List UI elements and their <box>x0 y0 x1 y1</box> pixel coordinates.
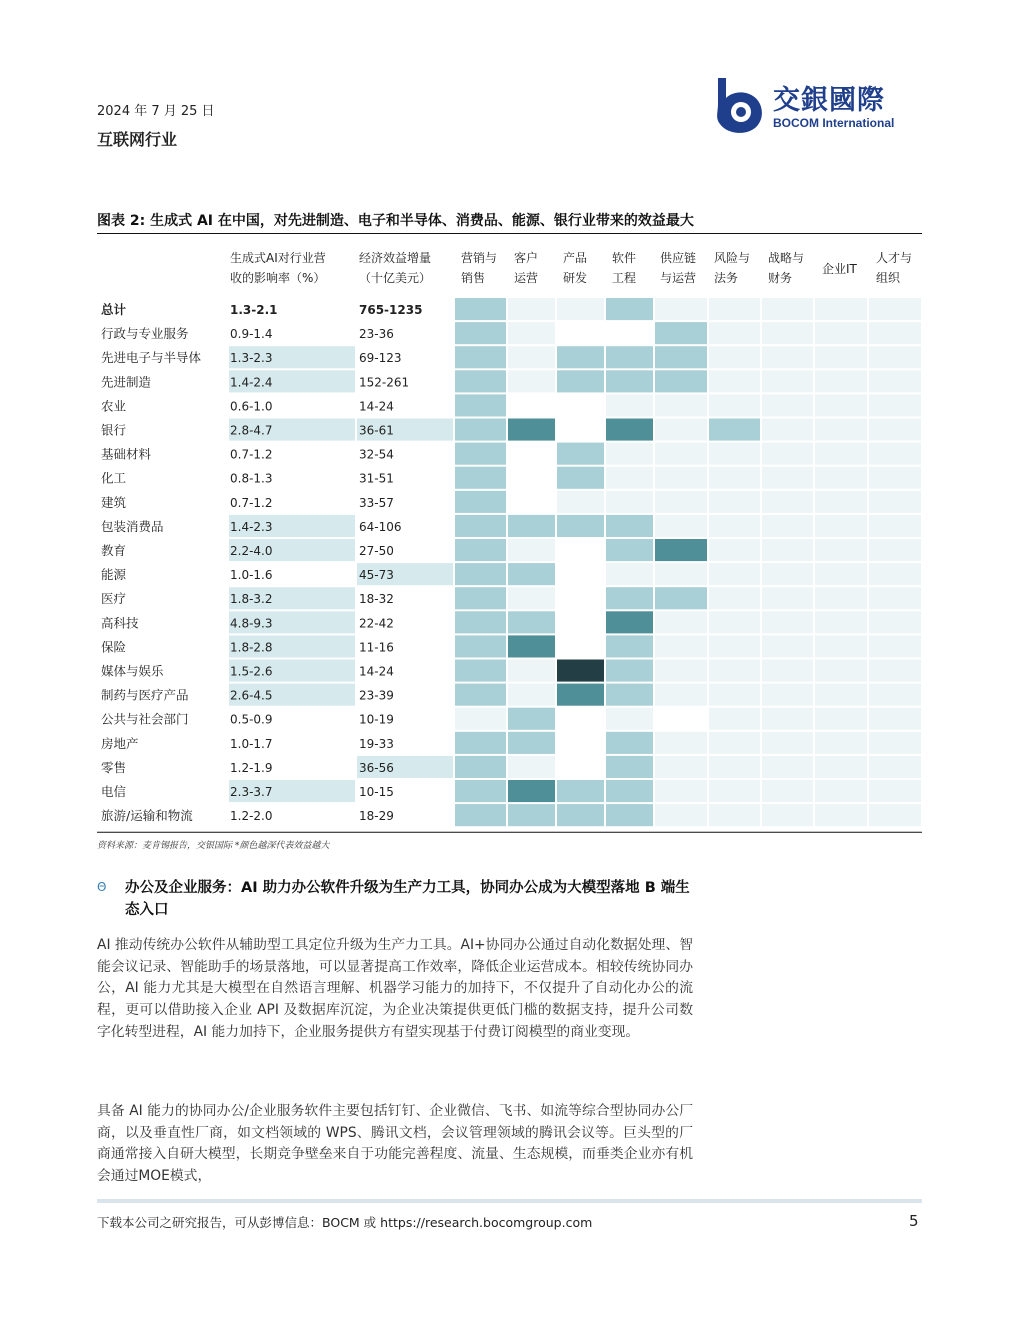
heat-cell <box>655 732 707 754</box>
column-header-2: 营销与 <box>461 251 498 265</box>
heat-cell <box>557 491 604 513</box>
heat-cell <box>709 491 760 513</box>
heat-cell <box>508 346 555 368</box>
value-range: 10-15 <box>359 785 394 799</box>
heat-cell <box>557 467 604 489</box>
footer-text: 下载本公司之研究报告，可从彭博信息：BOCM 或 https://research.bocomgroup.com <box>97 1215 593 1230</box>
heat-cell <box>508 419 555 441</box>
value-range: 36-56 <box>359 760 394 775</box>
heat-cell <box>508 587 555 609</box>
heat-cell <box>508 563 555 585</box>
heat-cell <box>606 563 653 585</box>
heat-cell <box>455 322 506 344</box>
heat-cell <box>709 732 760 754</box>
heat-cell <box>606 660 653 682</box>
heat-cell <box>606 539 653 561</box>
heat-cell <box>762 443 813 465</box>
column-header-5: 软件 <box>612 251 637 265</box>
heat-cell <box>508 635 555 657</box>
heat-cell <box>606 756 653 778</box>
report-date: 2024 年 7 月 25 日 <box>97 104 215 119</box>
heat-cell <box>655 611 707 633</box>
heat-cell <box>508 708 555 730</box>
heat-cell <box>815 443 867 465</box>
heat-cell <box>709 684 760 706</box>
value-range: 23-39 <box>359 688 394 703</box>
value-range: 33-57 <box>359 495 394 510</box>
column-header-10: 人才与 <box>876 251 913 265</box>
heat-cell <box>508 660 555 682</box>
heat-cell <box>606 587 653 609</box>
row-label: 行政与专业服务 <box>101 326 189 342</box>
heat-cell <box>606 346 653 368</box>
heat-cell <box>655 515 707 537</box>
row-label: 先进制造 <box>101 374 152 390</box>
heat-cell <box>709 611 760 633</box>
heat-cell <box>455 394 506 416</box>
impact-value: 0.9-1.4 <box>230 327 273 342</box>
heat-cell <box>606 708 653 730</box>
heat-cell <box>455 708 506 730</box>
impact-value: 1.0-1.7 <box>230 736 273 751</box>
heat-cell <box>655 394 707 416</box>
column-header-6: 与运营 <box>660 271 697 285</box>
heat-cell <box>762 660 813 682</box>
heat-cell <box>709 298 760 320</box>
value-range: 18-29 <box>359 809 394 824</box>
heat-cell <box>869 587 921 609</box>
heat-cell <box>557 660 604 682</box>
heat-cell <box>709 419 760 441</box>
row-label: 化工 <box>101 470 127 486</box>
heat-cell <box>869 467 921 489</box>
heat-cell <box>557 298 604 320</box>
heat-cell <box>455 756 506 778</box>
heat-cell <box>709 780 760 802</box>
heat-cell <box>508 611 555 633</box>
impact-value: 1.2-2.0 <box>230 809 273 824</box>
column-header-10: 组织 <box>876 271 901 285</box>
heat-cell <box>655 467 707 489</box>
figure-source: 资料来源：麦肯锡报告，交银国际 *颜色越深代表效益越大 <box>97 841 330 851</box>
heat-cell <box>455 443 506 465</box>
heat-cell <box>709 635 760 657</box>
impact-value: 0.8-1.3 <box>230 471 273 486</box>
column-header-0: 收的影响率（%） <box>230 271 326 285</box>
paragraph-1: AI 推动传统办公软件从辅助型工具定位升级为生产力工具。AI+协同办公通过自动化数据处理、智能会议记录、智能助手的场景落地，可以显著提高工作效率，降低企业运营成本。相较传统协同办公，AI 能力尤其是大模型在自然语言理解、机器学习能力的加持下，不仅提升了自动化办公的流程，更可以借助接入企业 API 及数据库沉淀，为企业决策提供更低门槛的数据支持，提升公司数字化转型进程，AI 能力加持下，企业服务提供方有望实现基于付费订阅模型的商业变现。 <box>97 937 693 1040</box>
heat-cell <box>655 322 707 344</box>
column-header-2: 销售 <box>461 271 486 285</box>
heat-cell <box>655 587 707 609</box>
heat-cell <box>508 298 555 320</box>
heat-cell <box>762 684 813 706</box>
column-header-4: 产品 <box>563 251 588 265</box>
value-range: 27-50 <box>359 544 394 558</box>
paragraph-2: 具备 AI 能力的协同办公/企业服务软件主要包括钉钉、企业微信、飞书、如流等综合型协同办公厂商，以及垂直性厂商，如文档领域的 WPS、腾讯文档，会议管理领域的腾讯会议等。巨头型的厂商通常接入自研大模型，长期竞争壁垒来自于功能完善程度、流量、生态规模，而垂类企业亦有机会通过MOE模式， <box>97 1103 693 1185</box>
figure-title: 图表 2: 生成式 AI 在中国，对先进制造、电子和半导体、消费品、能源、银行业带来的效益最大 <box>97 208 922 234</box>
heat-cell <box>557 515 604 537</box>
heat-cell <box>709 322 760 344</box>
row-label: 医疗 <box>101 591 127 607</box>
impact-value: 0.7-1.2 <box>230 495 273 510</box>
row-label: 建筑 <box>101 494 127 510</box>
heat-cell <box>709 467 760 489</box>
heat-cell <box>606 635 653 657</box>
heat-cell <box>557 370 604 392</box>
row-label: 零售 <box>101 759 127 775</box>
heat-cell <box>762 346 813 368</box>
page-number: 5 <box>909 1212 919 1230</box>
heat-cell <box>655 756 707 778</box>
impact-value: 1.8-2.8 <box>230 640 273 655</box>
heat-cell <box>655 635 707 657</box>
heat-cell <box>655 804 707 826</box>
heat-cell <box>455 660 506 682</box>
heat-cell <box>869 635 921 657</box>
logo-text-en: BOCOM International <box>773 116 895 130</box>
heat-cell <box>869 491 921 513</box>
heat-cell <box>557 684 604 706</box>
heat-cell <box>815 539 867 561</box>
heat-cell <box>815 322 867 344</box>
column-header-4: 研发 <box>563 271 588 285</box>
heat-cell <box>655 660 707 682</box>
heat-cell <box>508 370 555 392</box>
row-label: 总计 <box>101 302 127 317</box>
heat-cell <box>869 370 921 392</box>
column-header-0: 生成式AI对行业营 <box>230 251 326 265</box>
heat-cell <box>709 515 760 537</box>
heat-cell <box>762 635 813 657</box>
heat-cell <box>455 298 506 320</box>
heat-cell <box>455 780 506 802</box>
heat-cell <box>815 708 867 730</box>
section-title: 办公及企业服务：AI 助力办公软件升级为生产力工具，协同办公成为大模型落地 B 端生态入口 <box>125 880 690 918</box>
heat-cell <box>815 611 867 633</box>
heat-cell <box>606 298 653 320</box>
row-label: 银行 <box>101 422 127 438</box>
heat-cell <box>606 491 653 513</box>
heat-cell <box>762 756 813 778</box>
heat-cell <box>869 563 921 585</box>
heat-cell <box>762 322 813 344</box>
column-header-3: 客户 <box>514 251 539 265</box>
impact-value: 1.4-2.4 <box>230 375 273 390</box>
heat-cell <box>815 635 867 657</box>
impact-value: 1.3-2.3 <box>230 351 273 366</box>
heat-cell <box>655 419 707 441</box>
heat-cell <box>869 394 921 416</box>
heat-cell <box>869 684 921 706</box>
row-label: 媒体与娱乐 <box>101 663 164 679</box>
heat-cell <box>508 756 555 778</box>
heat-cell <box>455 539 506 561</box>
heat-cell <box>606 780 653 802</box>
heat-cell <box>869 732 921 754</box>
heat-cell <box>557 780 604 802</box>
heat-cell <box>606 804 653 826</box>
heat-cell <box>557 443 604 465</box>
heat-cell <box>606 370 653 392</box>
heat-cell <box>455 467 506 489</box>
heat-cell <box>762 732 813 754</box>
heat-cell <box>869 515 921 537</box>
heat-cell <box>869 419 921 441</box>
heat-cell <box>815 756 867 778</box>
heat-cell <box>762 298 813 320</box>
heat-cell <box>815 419 867 441</box>
column-header-8: 战略与 <box>768 251 805 265</box>
heat-cell <box>869 443 921 465</box>
impact-value: 0.7-1.2 <box>230 447 273 462</box>
impact-value: 1.5-2.6 <box>230 664 273 679</box>
impact-value: 2.6-4.5 <box>230 688 273 703</box>
heat-cell <box>455 419 506 441</box>
heat-cell <box>815 346 867 368</box>
heat-cell <box>815 370 867 392</box>
heat-cell <box>655 491 707 513</box>
heat-cell <box>606 684 653 706</box>
heat-cell <box>762 467 813 489</box>
impact-value: 0.6-1.0 <box>230 399 273 414</box>
heat-cell <box>557 346 604 368</box>
value-range: 64-106 <box>359 519 402 534</box>
impact-value: 1.3-2.1 <box>230 303 278 317</box>
row-label: 能源 <box>101 567 127 583</box>
heat-cell <box>455 563 506 585</box>
heat-cell <box>869 298 921 320</box>
heat-cell <box>709 804 760 826</box>
heat-cell <box>709 660 760 682</box>
row-label: 保险 <box>101 639 127 655</box>
heat-cell <box>815 587 867 609</box>
value-range: 765-1235 <box>359 303 423 317</box>
value-range: 14-24 <box>359 399 394 414</box>
impact-value: 1.2-1.9 <box>230 760 273 775</box>
heat-cell <box>869 780 921 802</box>
heat-cell <box>508 804 555 826</box>
value-range: 32-54 <box>359 447 394 462</box>
heat-cell <box>815 394 867 416</box>
row-label: 电信 <box>101 784 127 799</box>
row-label: 基础材料 <box>101 446 152 462</box>
row-label: 旅游/运输和物流 <box>101 808 193 824</box>
industry-title: 互联网行业 <box>97 130 178 149</box>
heat-cell <box>762 587 813 609</box>
heat-cell <box>508 684 555 706</box>
heat-cell <box>762 515 813 537</box>
impact-value: 0.5-0.9 <box>230 712 273 727</box>
heat-cell <box>869 322 921 344</box>
column-header-7: 法务 <box>714 271 739 285</box>
row-label: 农业 <box>101 398 127 414</box>
heat-cell <box>762 708 813 730</box>
heat-cell <box>557 804 604 826</box>
heat-cell <box>869 756 921 778</box>
heat-cell <box>455 684 506 706</box>
heat-cell <box>709 443 760 465</box>
row-label: 高科技 <box>101 615 139 631</box>
row-label: 包装消费品 <box>101 518 164 534</box>
heat-cell <box>709 539 760 561</box>
value-range: 31-51 <box>359 471 394 486</box>
heat-cell <box>606 443 653 465</box>
heat-cell <box>762 491 813 513</box>
heat-cell <box>869 804 921 826</box>
heat-cell <box>455 804 506 826</box>
heat-cell <box>709 370 760 392</box>
value-range: 69-123 <box>359 351 402 366</box>
heat-cell <box>606 732 653 754</box>
heat-cell <box>655 563 707 585</box>
value-range: 152-261 <box>359 375 410 390</box>
heat-cell <box>709 563 760 585</box>
heat-cell <box>762 804 813 826</box>
heat-cell <box>455 732 506 754</box>
impact-value: 1.4-2.3 <box>230 519 273 534</box>
impact-value: 1.0-1.6 <box>230 568 273 583</box>
heat-cell <box>815 515 867 537</box>
column-header-3: 运营 <box>514 271 539 285</box>
heat-cell <box>606 394 653 416</box>
value-range: 18-32 <box>359 592 394 607</box>
impact-value: 4.8-9.3 <box>230 616 273 631</box>
heat-cell <box>709 394 760 416</box>
value-range: 23-36 <box>359 327 394 342</box>
heat-cell <box>606 515 653 537</box>
value-range: 45-73 <box>359 568 394 583</box>
value-range: 10-19 <box>359 712 394 727</box>
heat-cell <box>655 780 707 802</box>
column-header-9: 企业IT <box>822 262 857 276</box>
heat-cell <box>455 491 506 513</box>
heat-cell <box>455 587 506 609</box>
heat-cell <box>508 780 555 802</box>
column-header-6: 供应链 <box>660 251 697 265</box>
row-label: 先进电子与半导体 <box>101 350 202 366</box>
heat-cell <box>762 394 813 416</box>
heat-cell <box>655 346 707 368</box>
column-header-1: （十亿美元） <box>359 271 432 285</box>
heat-cell <box>815 684 867 706</box>
heat-cell <box>606 467 653 489</box>
row-label: 制药与医疗产品 <box>101 687 189 703</box>
heat-cell <box>508 539 555 561</box>
heat-cell <box>815 298 867 320</box>
heat-cell <box>869 346 921 368</box>
heat-cell <box>815 804 867 826</box>
value-range: 19-33 <box>359 736 394 751</box>
impact-value: 2.3-3.7 <box>230 785 273 799</box>
row-label: 房地产 <box>101 735 139 751</box>
column-header-5: 工程 <box>612 271 637 285</box>
heat-cell <box>508 732 555 754</box>
heat-cell <box>815 467 867 489</box>
heat-cell <box>455 611 506 633</box>
impact-value: 2.2-4.0 <box>230 544 273 558</box>
heat-cell <box>455 515 506 537</box>
heat-cell <box>762 780 813 802</box>
heat-cell <box>815 563 867 585</box>
heat-cell <box>815 660 867 682</box>
heat-cell <box>455 346 506 368</box>
heat-cell <box>655 443 707 465</box>
value-range: 36-61 <box>359 423 394 438</box>
heat-cell <box>709 346 760 368</box>
heat-cell <box>709 587 760 609</box>
heat-cell <box>869 708 921 730</box>
row-label: 教育 <box>101 543 127 558</box>
heat-cell <box>709 756 760 778</box>
value-range: 11-16 <box>359 640 394 655</box>
heat-cell <box>869 539 921 561</box>
heat-cell <box>655 684 707 706</box>
heat-cell <box>455 635 506 657</box>
footer-divider <box>97 1199 922 1203</box>
heat-cell <box>508 515 555 537</box>
value-range: 22-42 <box>359 616 394 631</box>
heat-cell <box>655 539 707 561</box>
bullet-icon: Θ <box>97 880 107 894</box>
heat-cell <box>655 370 707 392</box>
heat-cell <box>869 660 921 682</box>
heat-cell <box>762 563 813 585</box>
heat-cell <box>709 708 760 730</box>
logo-text-cn: 交銀國際 <box>773 85 885 116</box>
heat-cell <box>762 370 813 392</box>
heat-cell <box>606 611 653 633</box>
heat-cell <box>762 539 813 561</box>
heat-cell <box>455 370 506 392</box>
heat-cell <box>655 298 707 320</box>
heat-cell <box>508 322 555 344</box>
heat-cell <box>815 491 867 513</box>
column-header-1: 经济效益增量 <box>359 251 432 265</box>
row-label: 公共与社会部门 <box>101 711 189 727</box>
column-header-7: 风险与 <box>714 251 751 265</box>
column-header-8: 财务 <box>768 271 793 285</box>
heat-cell <box>869 611 921 633</box>
heat-cell <box>815 780 867 802</box>
impact-value: 2.8-4.7 <box>230 423 273 438</box>
value-range: 14-24 <box>359 664 394 679</box>
heat-cell <box>762 419 813 441</box>
heat-cell <box>762 611 813 633</box>
impact-value: 1.8-3.2 <box>230 592 273 607</box>
heat-cell <box>815 732 867 754</box>
heat-cell <box>606 419 653 441</box>
